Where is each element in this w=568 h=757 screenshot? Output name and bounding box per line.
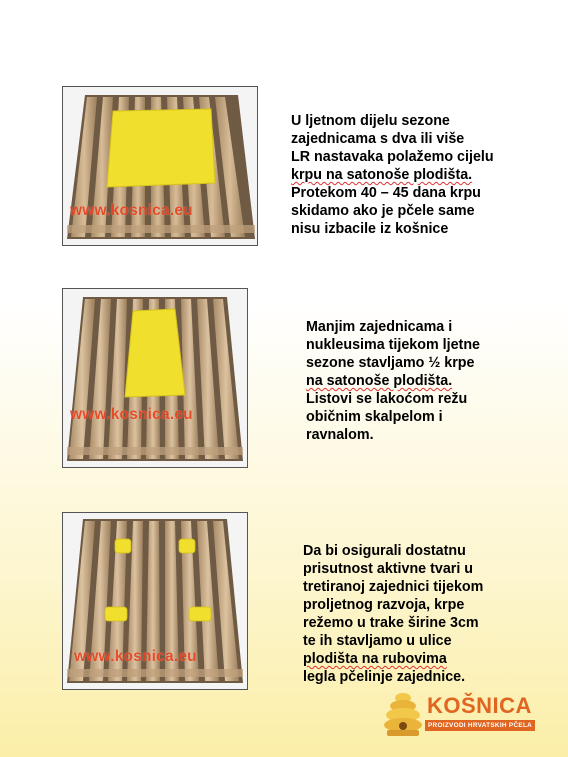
logo-name: KOŠNICA (427, 693, 532, 718)
beehive-icon (381, 690, 425, 738)
caption-2: Manjim zajednicama i nukleusima tijekom ljetne sezone stavljamo ½ krpe na satonoše plodišta. Listovi se lakoćom režu običnim skalpelom i ravnalom. (306, 319, 480, 443)
caption-3: Da bi osigurali dostatnu prisutnost aktivne tvari u tretiranoj zajednici tijekom proljetnog razvoja, krpe režemo u trake širine 3cm te ih stavljamo u ulice plodišta na rubovima legla pčelinje zajednice. (303, 543, 484, 685)
watermark: www.kosnica.eu (70, 202, 193, 219)
watermark: www.kosnica.eu (74, 648, 197, 665)
kosnica-logo (381, 690, 551, 740)
logo-tagline: PROIZVODI HRVATSKIH PČELA (425, 720, 535, 731)
photo-full-sheet (62, 86, 258, 246)
photo-half-sheet (62, 288, 248, 468)
caption-1: U ljetnom dijelu sezone zajednicama s dva ili više LR nastavaka polažemo cijelu krpu na satonoše plodišta. Protekom 40 – 45 dana krpu skidamo ako je pčele same nisu izbacile iz košnice (291, 113, 494, 237)
watermark: www.kosnica.eu (70, 406, 193, 423)
